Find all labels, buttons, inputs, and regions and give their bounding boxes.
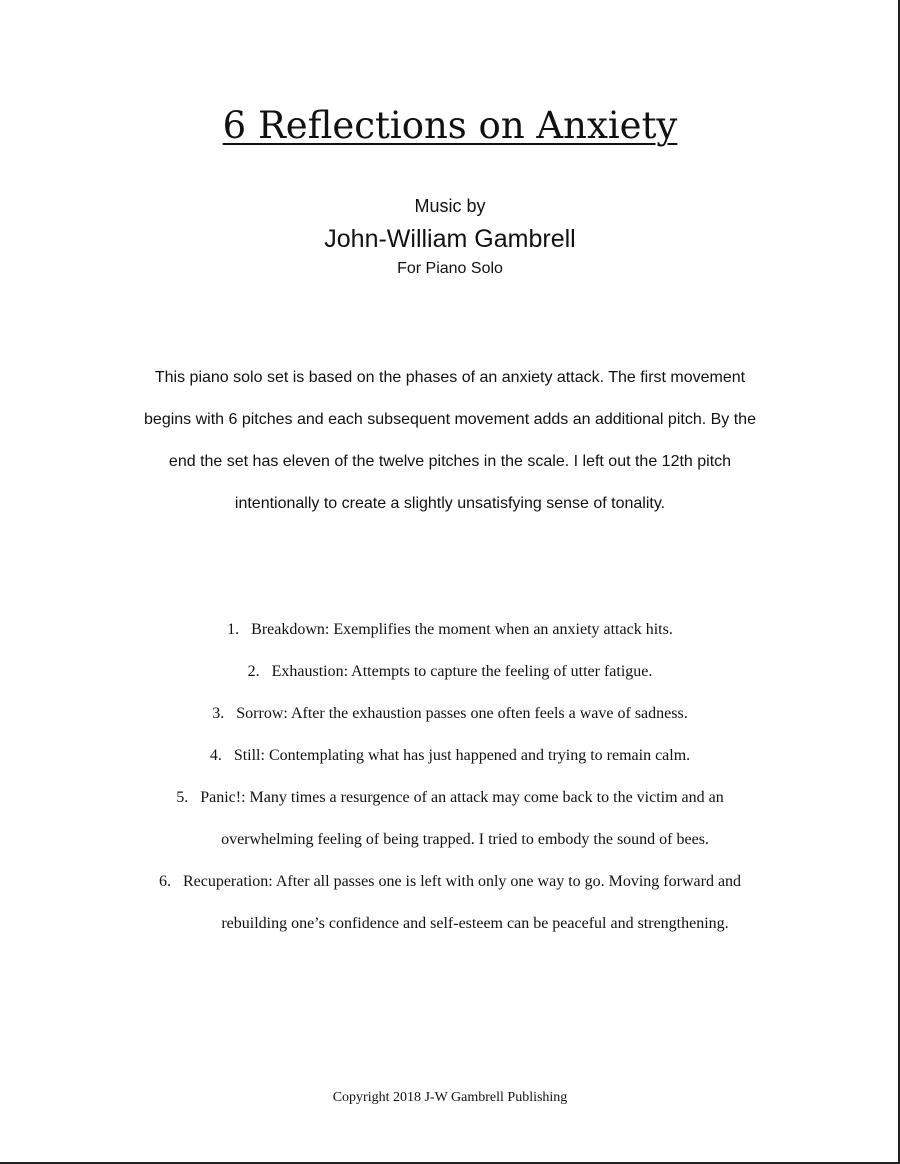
movement-text: Sorrow: After the exhaustion passes one often feels a wave of sadness.: [236, 705, 688, 722]
movement-number: 1.: [227, 621, 240, 638]
movement-text: Exhaustion: Attempts to capture the feeling of utter fatigue.: [271, 663, 653, 680]
movement-item: [0, 747, 900, 765]
composer-name: John-William Gambrell: [324, 225, 576, 253]
movement-number: 6.: [158, 873, 171, 890]
movement-item: [0, 621, 900, 639]
description-line: This piano solo set is based on the phases of an anxiety attack. The first movement: [154, 369, 746, 386]
movement-continuation: rebuilding one’s confidence and self-esteem can be peaceful and strengthening.: [221, 915, 729, 932]
movement-item: [0, 789, 900, 807]
description-line: intentionally to create a slightly unsatisfying sense of tonality.: [234, 495, 666, 512]
movement-text: Still: Contemplating what has just happened and trying to remain calm.: [233, 747, 691, 764]
movement-number: 5.: [176, 789, 189, 806]
description-line: begins with 6 pitches and each subsequent movement adds an additional pitch. By the: [144, 411, 756, 428]
movement-item: [0, 663, 900, 681]
instrumentation-label: For Piano Solo: [397, 260, 503, 277]
movement-number: 3.: [212, 705, 225, 722]
music-by-label: Music by: [414, 196, 486, 216]
movement-item: [0, 873, 900, 891]
page-title: 6 Reflections on Anxiety: [222, 104, 678, 147]
movement-number: 4.: [209, 747, 222, 764]
movement-number: 2.: [247, 663, 260, 680]
movement-text: Breakdown: Exemplifies the moment when an anxiety attack hits.: [251, 621, 673, 638]
movement-item: [0, 705, 900, 723]
movement-text: Recuperation: After all passes one is left with only one way to go. Moving forward and: [182, 873, 742, 890]
movement-text: Panic!: Many times a resurgence of an attack may come back to the victim and an: [200, 789, 724, 806]
description-line: end the set has eleven of the twelve pitches in the scale. I left out the 12th pitch: [168, 453, 732, 470]
copyright-notice: Copyright 2018 J-W Gambrell Publishing: [332, 1090, 568, 1105]
movement-continuation: overwhelming feeling of being trapped. I tried to embody the sound of bees.: [221, 831, 709, 848]
